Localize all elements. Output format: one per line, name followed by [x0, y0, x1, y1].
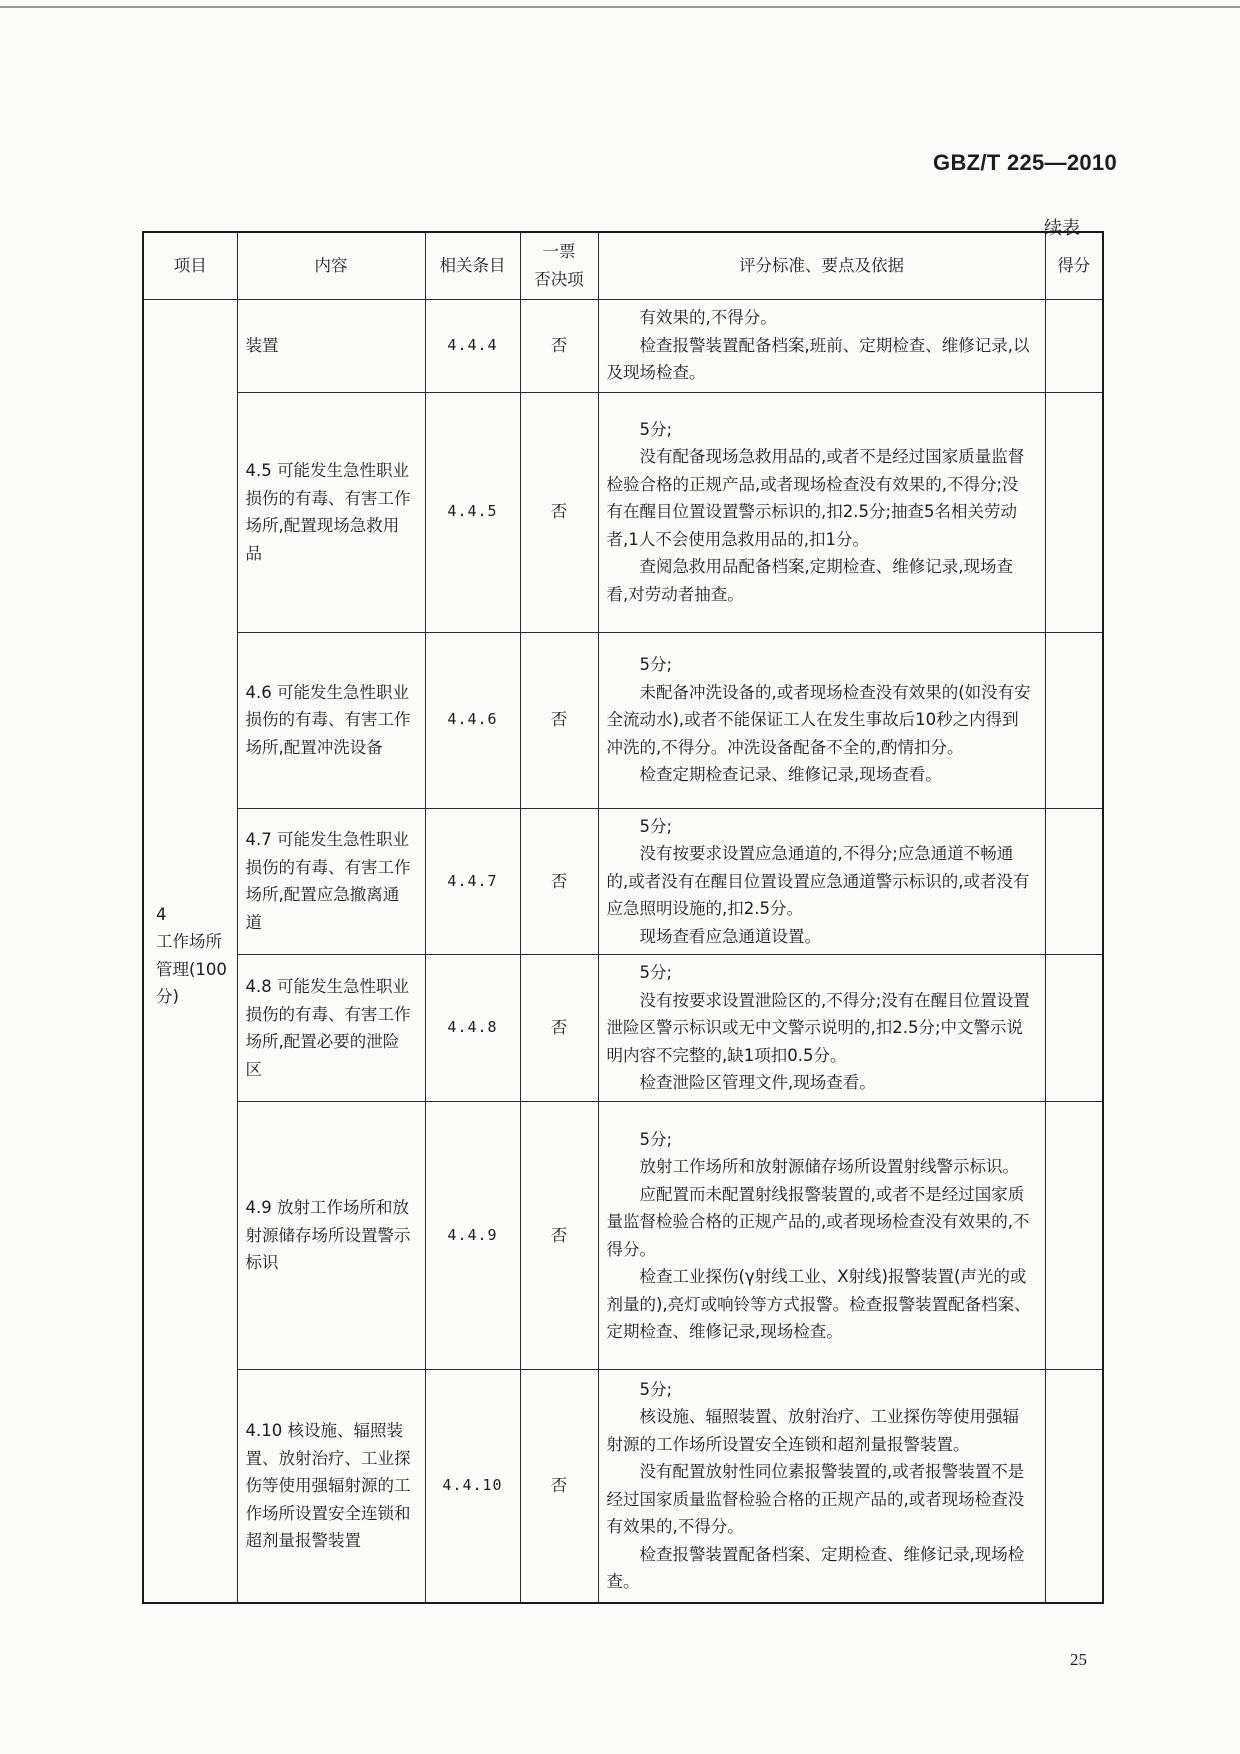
criteria-paragraph: 检查报警装置配备档案、定期检查、维修记录,现场检查。: [606, 1544, 1025, 1592]
ref-cell: 4.4.6: [425, 632, 520, 808]
ref-cell: 4.4.5: [425, 392, 520, 632]
table-row: [143, 808, 1103, 955]
content-cell: 4.7 可能发生急性职业损伤的有毒、有害工作场所,配置应急撤离通道: [237, 808, 425, 955]
criteria-cell: [598, 299, 1045, 392]
ref-cell: 4.4.4: [425, 299, 520, 392]
col-header-veto: [520, 232, 598, 299]
veto-cell: 否: [520, 955, 598, 1102]
ref-cell: 4.4.9: [425, 1102, 520, 1370]
criteria-paragraph: 核设施、辐照装置、放射治疗、工业探伤等使用强辐射源的工作场所设置安全连锁和超剂量报警装置。: [606, 1407, 1019, 1454]
ref-cell: 4.4.8: [425, 955, 520, 1102]
ref-cell: 4.4.10: [425, 1370, 520, 1603]
criteria-paragraph: 没有配置放射性同位素报警装置的,或者报警装置不是经过国家质量监督检验合格的正规产品的,或者现场检查没有效果的,不得分。: [606, 1462, 1025, 1537]
score-cell: [1045, 1102, 1103, 1370]
criteria-paragraph: 5分;: [639, 419, 673, 439]
col-header-item: 项目: [143, 232, 237, 299]
scoring-table: [142, 231, 1104, 1604]
content-cell: 4.9 放射工作场所和放射源储存场所设置警示标识: [237, 1102, 425, 1370]
criteria-paragraph: 5分;: [639, 816, 673, 836]
veto-cell: 否: [520, 1370, 598, 1603]
col-header-content: 内容: [237, 232, 425, 299]
score-cell: [1045, 1370, 1103, 1603]
veto-cell: 否: [520, 392, 598, 632]
veto-cell: 否: [520, 808, 598, 955]
item-cell: 4 工作场所 管理(100 分): [143, 299, 237, 1603]
criteria-paragraph: 5分;: [639, 1129, 673, 1149]
top-rule: [0, 6, 1240, 8]
score-cell: [1045, 392, 1103, 632]
col-header-ref: 相关条目: [425, 232, 520, 299]
table-row: [143, 955, 1103, 1102]
criteria-cell: [598, 808, 1045, 955]
criteria-cell: [598, 1370, 1045, 1603]
criteria-paragraph: 检查泄险区管理文件,现场查看。: [639, 1073, 876, 1093]
table-header-row: [143, 232, 1103, 299]
col-header-veto-line2: 否决项: [534, 269, 584, 289]
score-cell: [1045, 299, 1103, 392]
ref-cell: 4.4.7: [425, 808, 520, 955]
table-row: [143, 392, 1103, 632]
table-row: [143, 299, 1103, 392]
table-row: [143, 1102, 1103, 1370]
veto-cell: 否: [520, 1102, 598, 1370]
criteria-paragraph: 应配置而未配置射线报警装置的,或者不是经过国家质量监督检验合格的正规产品的,或者现场检查没有效果的,不得分。: [606, 1184, 1030, 1259]
criteria-cell: [598, 632, 1045, 808]
col-header-score: 得分: [1045, 232, 1103, 299]
criteria-paragraph: 检查工业探伤(γ射线工业、X射线)报警装置(声光的或剂量的),亮灯或响铃等方式报警。检查报警装置配备档案、定期检查、维修记录,现场检查。: [606, 1267, 1031, 1341]
criteria-paragraph: 5分;: [639, 1379, 673, 1399]
standard-code: GBZ/T 225—2010: [933, 150, 1117, 175]
criteria-paragraph: 现场查看应急通道设置。: [639, 926, 821, 946]
criteria-paragraph: 有效果的,不得分。: [639, 308, 777, 328]
content-cell: 4.10 核设施、辐照装置、放射治疗、工业探伤等使用强辐射源的工作场所设置安全连锁和超剂量报警装置: [237, 1370, 425, 1603]
criteria-paragraph: 5分;: [639, 963, 673, 983]
content-cell: 4.5 可能发生急性职业损伤的有毒、有害工作场所,配置现场急救用品: [237, 392, 425, 632]
content-cell: 4.8 可能发生急性职业损伤的有毒、有害工作场所,配置必要的泄险区: [237, 955, 425, 1102]
criteria-cell: [598, 392, 1045, 632]
col-header-criteria: 评分标准、要点及依据: [598, 232, 1045, 299]
score-cell: [1045, 955, 1103, 1102]
veto-cell: 否: [520, 632, 598, 808]
criteria-paragraph: 查阅急救用品配备档案,定期检查、维修记录,现场查看,对劳动者抽查。: [606, 557, 1013, 604]
criteria-cell: [598, 955, 1045, 1102]
col-header-veto-line1: 一票: [542, 242, 576, 262]
page-number: 25: [1070, 1650, 1087, 1669]
criteria-paragraph: 检查报警装置配备档案,班前、定期检查、维修记录,以及现场检查。: [606, 335, 1030, 383]
score-cell: [1045, 808, 1103, 955]
criteria-paragraph: 放射工作场所和放射源储存场所设置射线警示标识。: [639, 1157, 1019, 1176]
content-cell: 装置: [237, 299, 425, 392]
criteria-paragraph: 未配备冲洗设备的,或者现场检查没有效果的(如没有安全流动水),或者不能保证工人在发生事故后10秒之内得到冲洗的,不得分。冲洗设备配备不全的,酌情扣分。: [606, 682, 1031, 757]
continued-label: 续表: [1044, 218, 1080, 239]
criteria-cell: [598, 1102, 1045, 1370]
criteria-paragraph: 没有按要求设置泄险区的,不得分;没有在醒目位置设置泄险区警示标识或无中文警示说明的,扣2.5分;中文警示说明内容不完整的,缺1项扣0.5分。: [606, 990, 1030, 1065]
criteria-paragraph: 没有配备现场急救用品的,或者不是经过国家质量监督检验合格的正规产品,或者现场检查没有效果的,不得分;没有在醒目位置设置警示标识的,扣2.5分;抽查5名相关劳动者,1人不会使用急救用品的,扣1分。: [606, 447, 1025, 549]
score-cell: [1045, 632, 1103, 808]
criteria-paragraph: 5分;: [639, 655, 673, 675]
veto-cell: 否: [520, 299, 598, 392]
criteria-paragraph: 没有按要求设置应急通道的,不得分;应急通道不畅通的,或者没有在醒目位置设置应急通道警示标识的,或者没有应急照明设施的,扣2.5分。: [606, 844, 1030, 918]
criteria-paragraph: 检查定期检查记录、维修记录,现场查看。: [639, 765, 942, 785]
table-row: [143, 1370, 1103, 1603]
table-row: [143, 632, 1103, 808]
content-cell: 4.6 可能发生急性职业损伤的有毒、有害工作场所,配置冲洗设备: [237, 632, 425, 808]
